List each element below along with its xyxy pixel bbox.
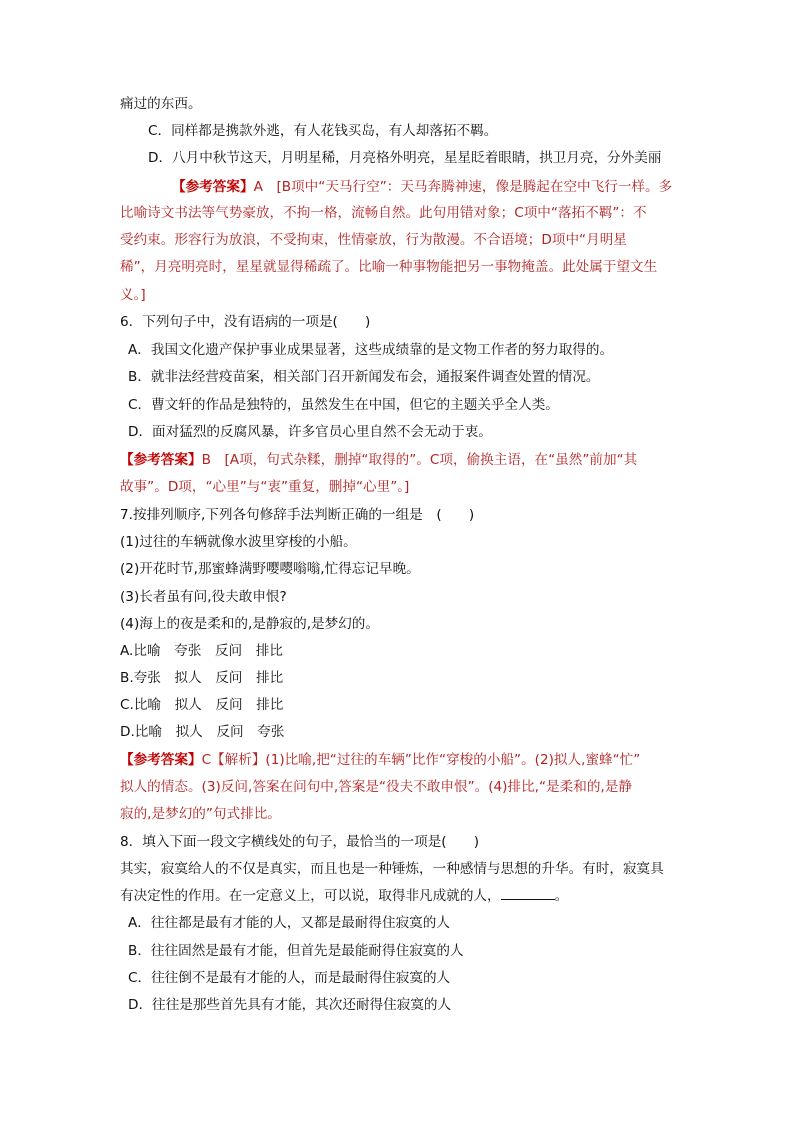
q8-passage-line-1: 其实，寂寞给人的不仅是真实，而且也是一种锤炼，一种感情与思想的升华。有时，寂寞具 xyxy=(120,861,664,877)
answer-tag: 【参考答案】 xyxy=(120,452,202,468)
answer-blank xyxy=(501,887,555,900)
q7-option-d: D.比喻 拟人 反问 夸张 xyxy=(120,724,285,740)
q7-sentence-4: (4)海上的夜是柔和的,是静寂的,是梦幻的。 xyxy=(120,616,379,632)
answer-tag: 【参考答案】 xyxy=(120,752,202,768)
q5-option-d: D．八月中秋节这天，月明星稀，月亮格外明亮，星星眨着眼睛，拱卫月亮，分外美丽 xyxy=(148,150,662,166)
q6-option-b: B．就非法经营疫苗案，相关部门召开新闻发布会，通报案件调查处置的情况。 xyxy=(128,369,600,385)
q8-option-c: C．往往倒不是最有才能的人，而是最耐得住寂寞的人 xyxy=(128,970,451,986)
q7-option-a: A.比喻 夸张 反问 排比 xyxy=(120,643,283,659)
q8-stem: 8．填入下面一段文字横线处的句子，最恰当的一项是( ) xyxy=(120,834,480,850)
q6-option-c: C．曹文轩的作品是独特的，虽然发生在中国，但它的主题关乎全人类。 xyxy=(128,397,559,413)
q7-option-c: C.比喻 拟人 反问 排比 xyxy=(120,697,284,713)
q7-answer-line-3: 寂的,是梦幻的”句式排比。 xyxy=(120,806,281,822)
q7-stem: 7.按排列顺序,下列各句修辞手法判断正确的一组是 ( ) xyxy=(120,507,475,523)
q5-option-c: C．同样都是携款外逃，有人花钱买岛，有人却落拓不羁。 xyxy=(148,123,498,139)
q6-option-a: A．我国文化遗产保护事业成果显著，这些成绩靠的是文物工作者的努力取得的。 xyxy=(128,342,614,358)
q7-option-b: B.夸张 拟人 反问 排比 xyxy=(120,670,284,686)
q8-option-a: A．往往都是最有才能的人，又都是最耐得住寂寞的人 xyxy=(128,915,450,931)
q8-option-b: B．往往固然是最有才能，但首先是最能耐得住寂寞的人 xyxy=(128,943,464,959)
q5-answer-line-1: 【参考答案】A [B项中“天马行空”：天马奔腾神速，像是腾起在空中飞行一样。多 xyxy=(172,179,673,195)
q6-answer-line-2: 故事”。D项，“心里”与“衷”重复，删掉“心里”。] xyxy=(120,479,410,495)
q7-answer-line-1: 【参考答案】C【解析】(1)比喻,把“过往的车辆”比作“穿梭的小船”。(2)拟人,蜜蜂“忙” xyxy=(120,752,641,768)
q7-sentence-2: (2)开花时节,那蜜蜂满野嘤嘤嗡嗡,忙得忘记早晚。 xyxy=(120,561,420,577)
q6-answer-line-1: 【参考答案】B [A项，句式杂糅，删掉“取得的”。C项，偷换主语，在“虽然”前加“其 xyxy=(120,452,638,468)
q5-answer-line-4: 稀”，月亮明亮时，星星就显得稀疏了。比喻一种事物能把另一事物掩盖。此处属于望文生 xyxy=(120,259,658,275)
q5-continuation: 痛过的东西。 xyxy=(120,96,202,112)
q7-sentence-3: (3)长者虽有问,役夫敢申恨? xyxy=(120,589,287,605)
q8-passage-line-2: 有决定性的作用。在一定意义上，可以说，取得非凡成就的人， 。 xyxy=(120,888,569,904)
q5-answer-line-5: 义。] xyxy=(120,287,146,303)
q5-answer-line-2: 比喻诗文书法等气势豪放，不拘一格，流畅自然。此句用错对象；C项中“落拓不羁”：不 xyxy=(120,205,647,221)
q6-stem: 6．下列句子中，没有语病的一项是( ) xyxy=(120,314,371,330)
answer-tag: 【参考答案】 xyxy=(172,179,254,195)
q6-option-d: D．面对猛烈的反腐风暴，许多官员心里自然不会无动于衷。 xyxy=(128,424,492,440)
q7-sentence-1: (1)过往的车辆就像水波里穿梭的小船。 xyxy=(120,534,357,550)
q8-option-d: D．往往是那些首先具有才能，其次还耐得住寂寞的人 xyxy=(128,997,452,1013)
q5-answer-line-3: 受约束。形容行为放浪，不受拘束，性情豪放，行为散漫。不合语境；D项中“月明星 xyxy=(120,232,627,248)
q7-answer-line-2: 拟人的情态。(3)反问,答案在问句中,答案是“役夫不敢申恨”。(4)排比,“是柔和的,是静 xyxy=(120,779,632,795)
